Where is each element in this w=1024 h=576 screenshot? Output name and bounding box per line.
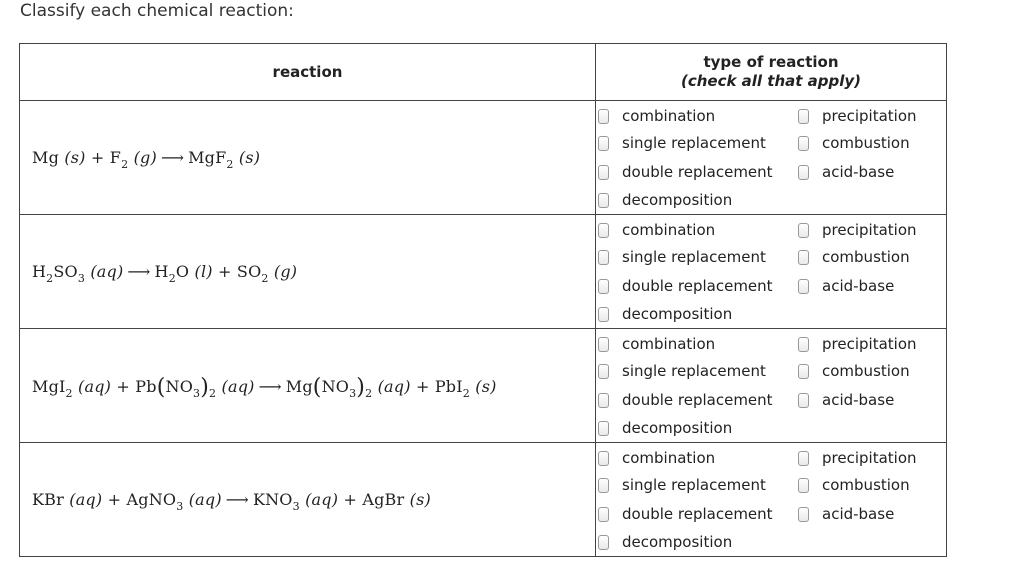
option-precipitation[interactable]: precipitation — [798, 221, 917, 239]
option-combination[interactable]: combination — [598, 449, 715, 467]
option-combination[interactable]: combination — [598, 221, 715, 239]
header-type-note: (check all that apply) — [680, 72, 862, 90]
reaction-type-options — [596, 329, 947, 443]
checkbox[interactable] — [598, 136, 609, 151]
table-row — [20, 215, 947, 329]
option-single-replacement[interactable]: single replacement — [598, 476, 766, 494]
option-double-replacement[interactable]: double replacement — [598, 163, 773, 181]
option-single-replacement[interactable]: single replacement — [598, 362, 766, 380]
checkbox[interactable] — [798, 478, 809, 493]
checkbox[interactable] — [798, 136, 809, 151]
option-acid-base[interactable]: acid-base — [798, 391, 894, 409]
equation-text: KBr (aq) + AgNO$_3$ (aq) ⟶ $KNO_3$ (aq) + AgBr (s) — [32, 490, 431, 513]
checkbox[interactable] — [798, 223, 809, 238]
reaction-equation — [20, 329, 596, 443]
option-acid-base[interactable]: acid-base — [798, 277, 894, 295]
checkbox[interactable] — [598, 421, 609, 436]
header-type-of-reaction — [596, 44, 947, 101]
checkbox[interactable] — [598, 307, 609, 322]
checkbox[interactable] — [598, 451, 609, 466]
checkbox[interactable] — [598, 337, 609, 352]
checkbox[interactable] — [798, 364, 809, 379]
reaction-equation — [20, 443, 596, 557]
checkbox[interactable] — [798, 250, 809, 265]
option-combination[interactable]: combination — [598, 335, 715, 353]
table-row — [20, 443, 947, 557]
option-single-replacement[interactable]: single replacement — [598, 134, 766, 152]
table-row — [20, 329, 947, 443]
equation-text: $H_2SO_3$ (aq) ⟶ $H_2O$ $(l) + SO_2$ (g) — [32, 262, 298, 285]
checkbox[interactable] — [598, 165, 609, 180]
option-double-replacement[interactable]: double replacement — [598, 391, 773, 409]
checkbox[interactable] — [798, 451, 809, 466]
checkbox[interactable] — [798, 337, 809, 352]
table-header-row — [20, 44, 947, 101]
checkbox[interactable] — [598, 109, 609, 124]
option-double-replacement[interactable]: double replacement — [598, 505, 773, 523]
reaction-equation — [20, 101, 596, 215]
header-reaction: reaction — [20, 44, 596, 101]
option-decomposition[interactable]: decomposition — [598, 533, 732, 551]
checkbox[interactable] — [598, 364, 609, 379]
option-precipitation[interactable]: precipitation — [798, 449, 917, 467]
option-precipitation[interactable]: precipitation — [798, 107, 917, 125]
checkbox[interactable] — [798, 109, 809, 124]
option-combustion[interactable]: combustion — [798, 476, 910, 494]
checkbox[interactable] — [598, 535, 609, 550]
option-combustion[interactable]: combustion — [798, 134, 910, 152]
option-combination[interactable]: combination — [598, 107, 715, 125]
checkbox[interactable] — [798, 507, 809, 522]
checkbox[interactable] — [598, 279, 609, 294]
equation-text: MgI$_2$ $(aq) + Pb(NO_3)_2$ (aq) ⟶ $Mg(NO_3)_2$ (aq) + PbI$_2$ (s) — [32, 375, 497, 400]
checkbox[interactable] — [798, 165, 809, 180]
checkbox[interactable] — [798, 279, 809, 294]
option-acid-base[interactable]: acid-base — [798, 163, 894, 181]
checkbox[interactable] — [598, 393, 609, 408]
checkbox[interactable] — [598, 193, 609, 208]
checkbox[interactable] — [798, 393, 809, 408]
option-decomposition[interactable]: decomposition — [598, 191, 732, 209]
reaction-type-options — [596, 101, 947, 215]
header-type-label: type of reaction — [703, 53, 839, 71]
page-title: Classify each chemical reaction: — [20, 1, 294, 21]
reaction-type-options — [596, 443, 947, 557]
equation-text: Mg $(s) + F_2$ (g) ⟶ MgF$_2$ (s) — [32, 148, 261, 171]
reaction-type-options — [596, 215, 947, 329]
option-double-replacement[interactable]: double replacement — [598, 277, 773, 295]
checkbox[interactable] — [598, 223, 609, 238]
option-combustion[interactable]: combustion — [798, 248, 910, 266]
checkbox[interactable] — [598, 478, 609, 493]
option-decomposition[interactable]: decomposition — [598, 419, 732, 437]
checkbox[interactable] — [598, 250, 609, 265]
reaction-equation — [20, 215, 596, 329]
reaction-table — [19, 43, 947, 557]
option-precipitation[interactable]: precipitation — [798, 335, 917, 353]
option-single-replacement[interactable]: single replacement — [598, 248, 766, 266]
option-combustion[interactable]: combustion — [798, 362, 910, 380]
table-row — [20, 101, 947, 215]
checkbox[interactable] — [598, 507, 609, 522]
option-decomposition[interactable]: decomposition — [598, 305, 732, 323]
option-acid-base[interactable]: acid-base — [798, 505, 894, 523]
